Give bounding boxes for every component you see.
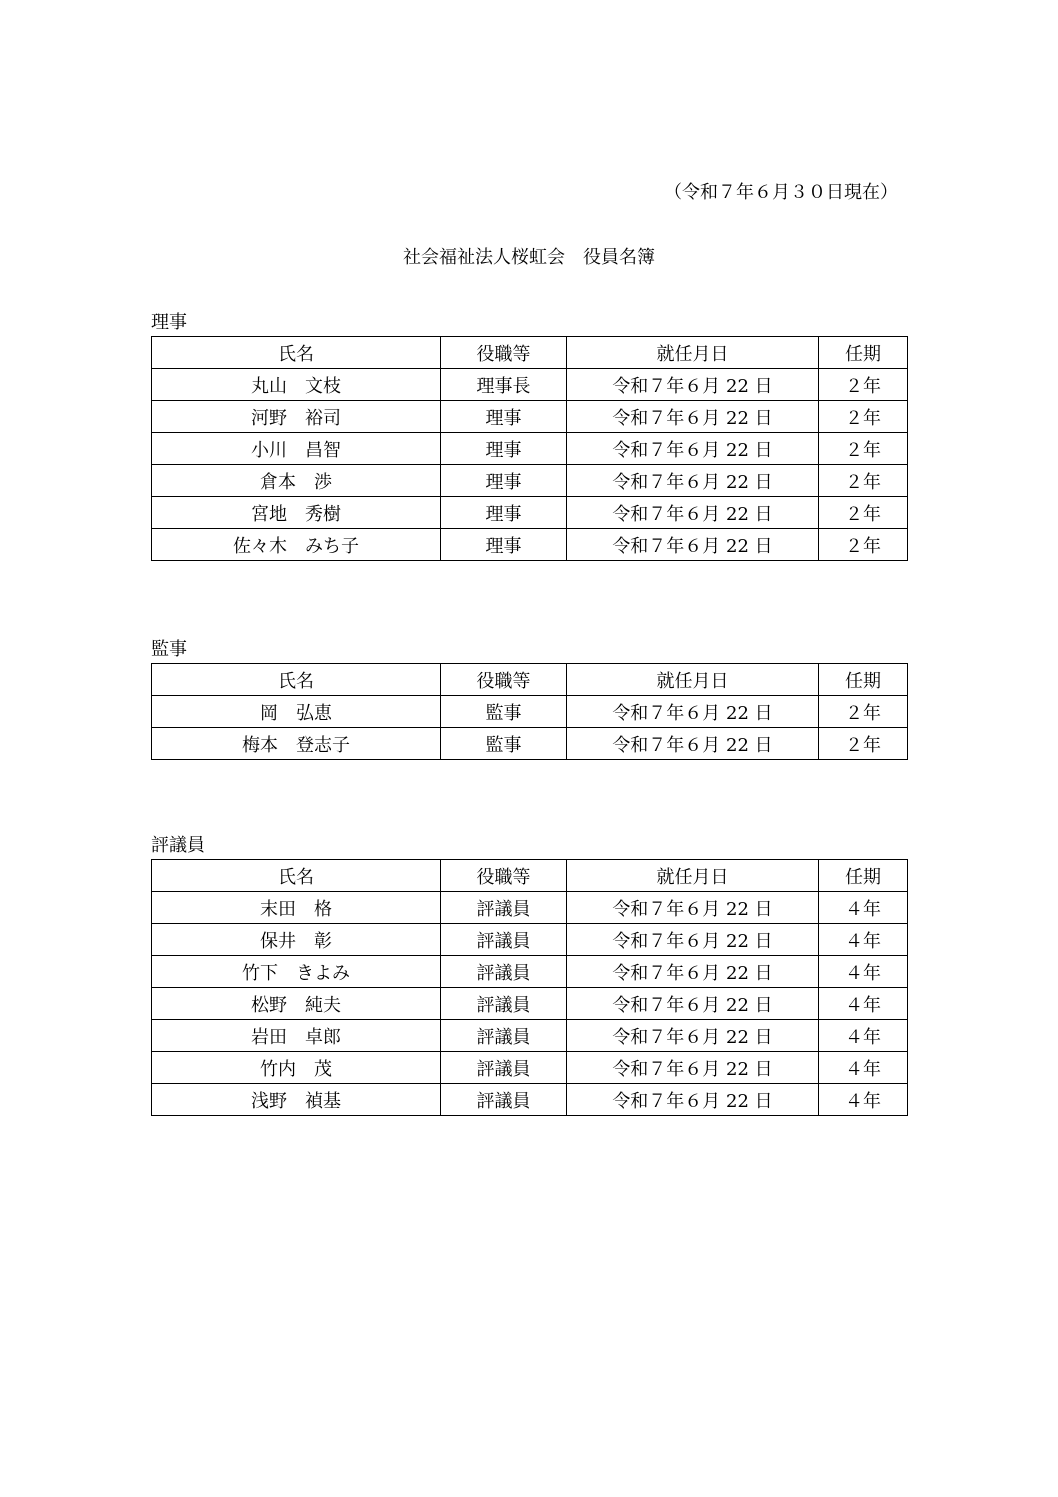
cell-name: 岩田 卓郎 <box>152 1020 441 1052</box>
column-header-term: 任期 <box>819 860 908 892</box>
section-label-councilors: 評議員 <box>151 835 205 856</box>
cell-date: 令和７年６月 22 日 <box>567 401 819 433</box>
cell-name: 岡 弘恵 <box>152 696 441 728</box>
cell-name: 河野 裕司 <box>152 401 441 433</box>
cell-role: 理事 <box>441 529 567 561</box>
cell-role: 監事 <box>441 728 567 760</box>
column-header-term: 任期 <box>819 664 908 696</box>
cell-date: 令和７年６月 22 日 <box>567 465 819 497</box>
cell-term: ４年 <box>819 924 908 956</box>
table-row <box>152 529 908 561</box>
cell-term: ２年 <box>819 529 908 561</box>
cell-role: 評議員 <box>441 892 567 924</box>
table-row <box>152 1084 908 1116</box>
cell-name: 松野 純夫 <box>152 988 441 1020</box>
as-of-date: （令和７年６月３０日現在） <box>664 182 898 203</box>
column-header-date: 就任月日 <box>567 860 819 892</box>
cell-term: ２年 <box>819 497 908 529</box>
cell-date: 令和７年６月 22 日 <box>567 892 819 924</box>
cell-role: 理事 <box>441 465 567 497</box>
cell-date: 令和７年６月 22 日 <box>567 956 819 988</box>
cell-role: 理事 <box>441 433 567 465</box>
table-row <box>152 401 908 433</box>
cell-date: 令和７年６月 22 日 <box>567 529 819 561</box>
cell-term: ４年 <box>819 1084 908 1116</box>
cell-term: ２年 <box>819 369 908 401</box>
cell-term: ４年 <box>819 1020 908 1052</box>
directors-table <box>151 336 908 561</box>
cell-term: ４年 <box>819 892 908 924</box>
table-row <box>152 924 908 956</box>
table-header-row <box>152 337 908 369</box>
cell-role: 評議員 <box>441 1084 567 1116</box>
cell-role: 評議員 <box>441 988 567 1020</box>
document-title: 社会福祉法人桜虹会 役員名簿 <box>403 247 655 268</box>
cell-date: 令和７年６月 22 日 <box>567 433 819 465</box>
cell-name: 小川 昌智 <box>152 433 441 465</box>
cell-name: 浅野 禎基 <box>152 1084 441 1116</box>
cell-term: ２年 <box>819 728 908 760</box>
column-header-date: 就任月日 <box>567 664 819 696</box>
cell-term: ４年 <box>819 988 908 1020</box>
cell-term: ２年 <box>819 433 908 465</box>
column-header-role: 役職等 <box>441 664 567 696</box>
cell-role: 監事 <box>441 696 567 728</box>
table-row <box>152 956 908 988</box>
table-row <box>152 988 908 1020</box>
cell-name: 保井 彰 <box>152 924 441 956</box>
cell-role: 評議員 <box>441 1052 567 1084</box>
cell-date: 令和７年６月 22 日 <box>567 1020 819 1052</box>
cell-name: 梅本 登志子 <box>152 728 441 760</box>
cell-role: 評議員 <box>441 956 567 988</box>
cell-name: 宮地 秀樹 <box>152 497 441 529</box>
cell-date: 令和７年６月 22 日 <box>567 696 819 728</box>
cell-date: 令和７年６月 22 日 <box>567 1052 819 1084</box>
cell-role: 理事長 <box>441 369 567 401</box>
cell-role: 評議員 <box>441 1020 567 1052</box>
table-header-row <box>152 664 908 696</box>
column-header-name: 氏名 <box>152 860 441 892</box>
table-row <box>152 728 908 760</box>
table-row <box>152 369 908 401</box>
cell-date: 令和７年６月 22 日 <box>567 369 819 401</box>
cell-role: 理事 <box>441 497 567 529</box>
cell-name: 佐々木 みち子 <box>152 529 441 561</box>
column-header-name: 氏名 <box>152 664 441 696</box>
cell-name: 竹内 茂 <box>152 1052 441 1084</box>
cell-name: 丸山 文枝 <box>152 369 441 401</box>
section-label-directors: 理事 <box>151 312 187 333</box>
cell-name: 竹下 きよみ <box>152 956 441 988</box>
cell-role: 評議員 <box>441 924 567 956</box>
cell-term: ２年 <box>819 401 908 433</box>
cell-term: ２年 <box>819 696 908 728</box>
auditors-table <box>151 663 908 760</box>
section-label-auditors: 監事 <box>151 639 187 660</box>
cell-date: 令和７年６月 22 日 <box>567 497 819 529</box>
table-row <box>152 433 908 465</box>
table-row <box>152 465 908 497</box>
cell-date: 令和７年６月 22 日 <box>567 1084 819 1116</box>
column-header-term: 任期 <box>819 337 908 369</box>
table-row <box>152 1020 908 1052</box>
table-header-row <box>152 860 908 892</box>
table-row <box>152 1052 908 1084</box>
table-row <box>152 892 908 924</box>
column-header-name: 氏名 <box>152 337 441 369</box>
column-header-role: 役職等 <box>441 337 567 369</box>
cell-term: ４年 <box>819 1052 908 1084</box>
cell-name: 末田 格 <box>152 892 441 924</box>
cell-date: 令和７年６月 22 日 <box>567 728 819 760</box>
councilors-table <box>151 859 908 1116</box>
table-row <box>152 696 908 728</box>
cell-date: 令和７年６月 22 日 <box>567 924 819 956</box>
cell-name: 倉本 渉 <box>152 465 441 497</box>
cell-term: ４年 <box>819 956 908 988</box>
cell-role: 理事 <box>441 401 567 433</box>
cell-date: 令和７年６月 22 日 <box>567 988 819 1020</box>
column-header-role: 役職等 <box>441 860 567 892</box>
column-header-date: 就任月日 <box>567 337 819 369</box>
cell-term: ２年 <box>819 465 908 497</box>
table-row <box>152 497 908 529</box>
